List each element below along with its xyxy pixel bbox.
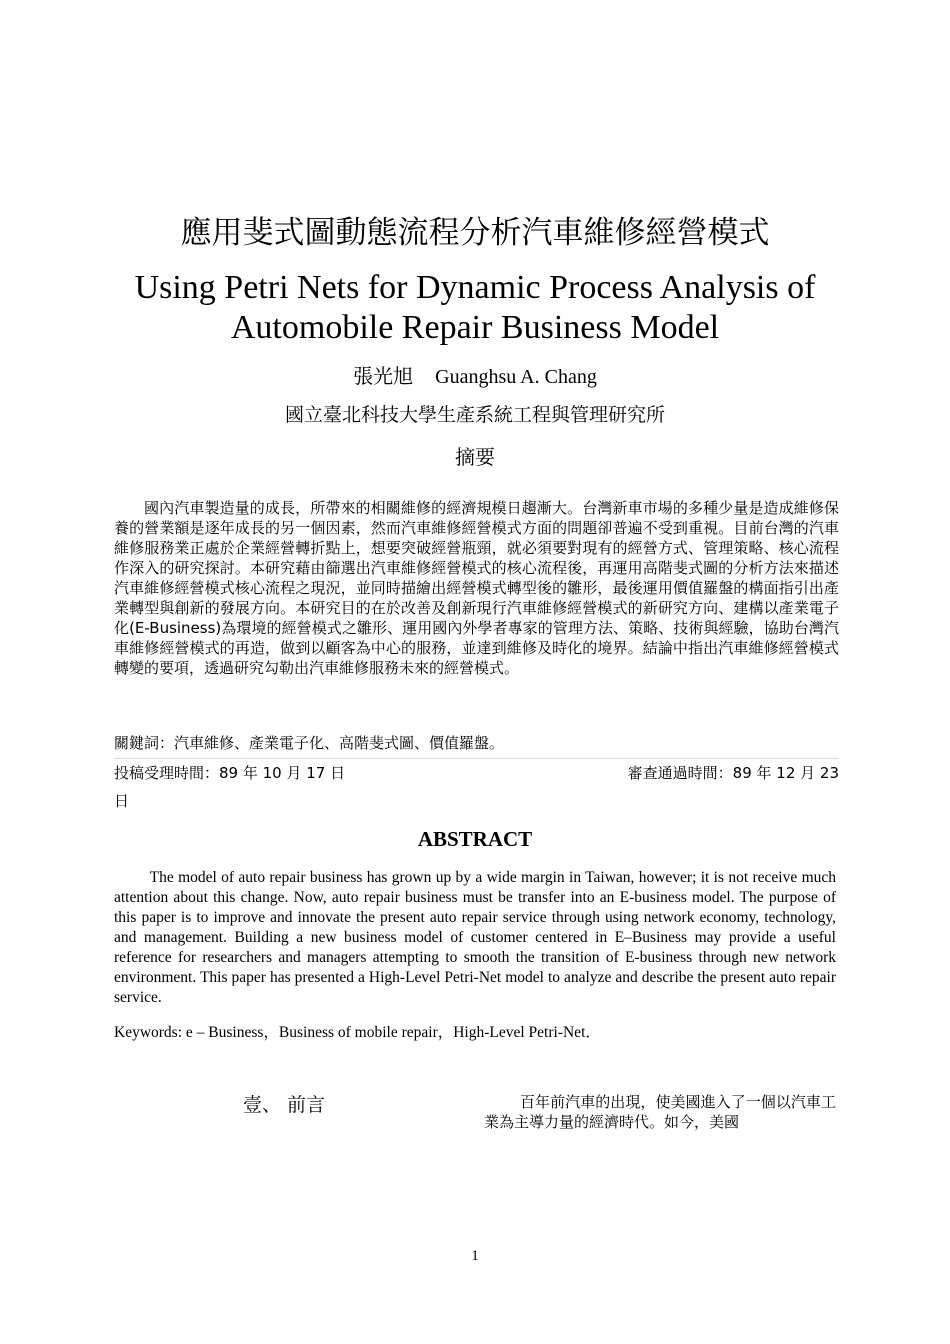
page-number: 1	[471, 1248, 479, 1264]
keywords-zh: 關鍵詞：汽車維修、產業電子化、高階斐式圖、價值羅盤。	[114, 734, 505, 752]
institution: 國立臺北科技大學生產系統工程與管理研究所	[284, 404, 665, 426]
abstract-en-heading: ABSTRACT	[417, 827, 533, 851]
title-chinese: 應用斐式圖動態流程分析汽車維修經營模式	[180, 215, 770, 251]
author-line	[0, 362, 950, 391]
section-1-heading: 壹、 前言	[243, 1094, 326, 1116]
approved-date-continued: 日	[114, 792, 130, 810]
author-name-chinese: 張光旭	[353, 364, 414, 388]
abstract-en-body: The model of auto repair business has grown up by a wide margin in Taiwan, however; it is not receive much attention about this change. Now, auto repair business must be transfer into an E-business model. The purpose of this paper is to improve and innovate the present auto repair service through using network economy, technology, and management. Building a new business model of customer centered in E–Business may provide a useful reference for researchers and managers attempting to smooth the transition of E-business through new network environment. This paper has presented a High-Level Petri-Net model to analyze and describe the present auto repair service.	[114, 869, 836, 1006]
keywords-en: Keywords: e – Business，Business of mobile repair，High-Level Petri-Net．	[114, 1024, 601, 1041]
section-1-body: 百年前汽車的出現，使美國進入了一個以汽車工業為主導力量的經濟時代。如今，美國	[484, 1093, 836, 1131]
title-english: Using Petri Nets for Dynamic Process Analysis of Automobile Repair Business Model	[134, 269, 816, 346]
submission-dates	[114, 758, 839, 815]
abstract-zh-body: 國內汽車製造量的成長，所帶來的相關維修的經濟規模日趨漸大。台灣新車市場的多種少量是造成維修保養的營業額是逐年成長的另一個因素，然而汽車維修經營模式方面的問題卻普遍不受到重視。目前台灣的汽車維修服務業正處於企業經營轉折點上，想要突破經營瓶頸，就必須要對現有的經營方式、管理策略、核心流程作深入的研究探討。本研究藉由篩選出汽車維修經營模式的核心流程後，再運用高階斐式圖的分析方法來描述汽車維修經營模式核心流程之現況，並同時描繪出經營模式轉型後的雛形，最後運用價值羅盤的構面指引出產業轉型與創新的發展方向。本研究目的在於改善及創新現行汽車維修經營模式的新研究方向、建構以產業電子化(E-Business)為環境的經營模式之雛形、運用國內外學者專家的管理方法、策略、技術與經驗，協助台灣汽車維修經營模式的再造，做到以顧客為中心的服務，並達到維修及時化的境界。結論中指出汽車維修經營模式轉變的要項，透過研究勾勒出汽車維修服務未來的經營模式。	[114, 499, 839, 677]
author-name-english: Guanghsu A. Chang	[435, 366, 597, 388]
abstract-zh-heading: 摘要	[455, 445, 495, 469]
approved-date: 審查通過時間：89 年 12 月 23	[627, 764, 839, 782]
received-date: 投稿受理時間：89 年 10 月 17 日	[114, 764, 346, 782]
